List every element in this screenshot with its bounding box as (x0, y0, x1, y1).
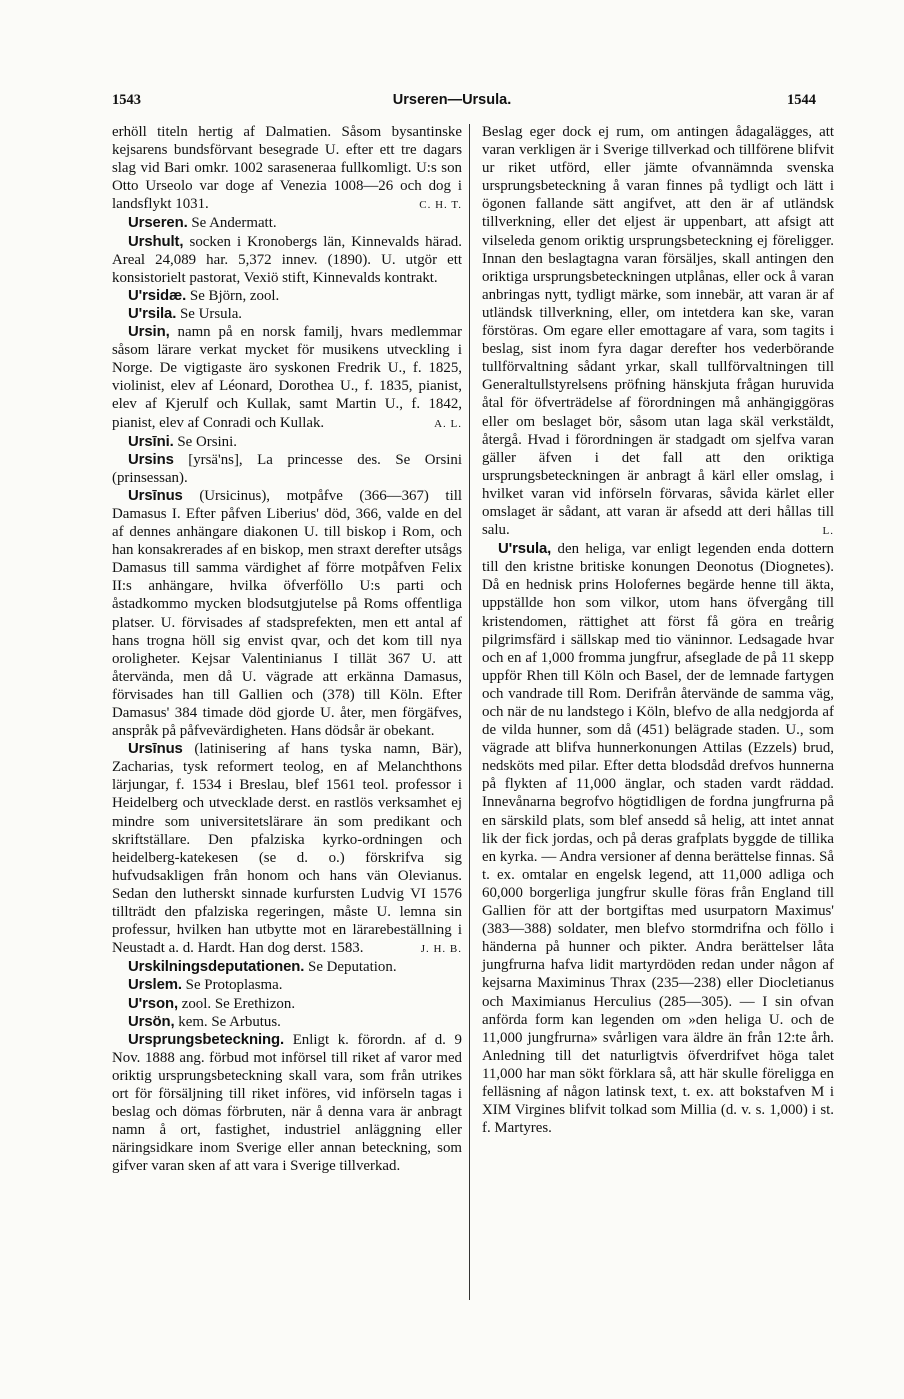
dictionary-entry (482, 123, 834, 540)
entry-headword: U'rson, (128, 995, 178, 1012)
entry-text: kem. Se Arbutus. (178, 1013, 281, 1030)
entry-headword: Urskilningsdeputationen. (128, 959, 305, 976)
entry-headword: Urseren. (128, 215, 188, 232)
dictionary-entry (112, 214, 462, 232)
entry-text: (Ursicinus), motpåfve (366—367) till Damasus I. Efter påfven Liberius' död, 366, valde en del af dennes anhängare diakonen U. till biskop i Rom, och han konsakrerades af en biskop, men straxt derefter utsågs Damasus till samma värdighet af förre motpåfven Felix II:s anhängare, hvilka öfverföllo U:s parti och åstadkommo mycken blodsutgjutelse på Roms offentliga platser. U. förvisades af stadsprefekten, men ett antal af hans trogna höll sig envist qvar, och det kom till nya oroligheter. Kejsar Valentinianus I tillät 367 U. att återvända, men då U. vägrade att erkänna Damasus, förvisades han till Gallien och (378) till Köln. Efter Damasus' 384 timade död gjorde U. åter, men förgäfves, anspråk på påfvevärdigheten. Hans dödsår är obekant. (112, 487, 462, 740)
author-signature: L. (822, 525, 834, 538)
entry-headword: Ursīni. (128, 433, 174, 450)
entry-text: Enligt k. förordn. af d. 9 Nov. 1888 ang. förbud mot införsel till riket af varor med oriktig ursprungsbeteckning skall vara, som från utrikes ort för försäljning till riket införes, vid införseln tagas i beslag och dömas förbruten, när å denna vara är anbragt namn å ort, fastighet, industriel anläggning eller näringsidkare inom Sverige eller annan beteckning, som gifver varan sken af att vara i Sverige tillverkad. (112, 1031, 462, 1175)
page-number-right: 1544 (787, 92, 816, 108)
entry-headword: Ursön, (128, 1013, 175, 1030)
entry-text: Se Ursula. (180, 305, 243, 322)
entry-text: Se Björn, zool. (189, 287, 280, 304)
entry-headword: Urshult, (128, 233, 184, 250)
entry-text: namn på en norsk familj, hvars medlemmar såsom lärare verkat mycket för musikens utveckling i Norge. De vigtigaste äro syskonen Fredrik U., f. 1825, violinist, elev af Léonard, Dorothea U., f. 1835, pianist, elev af Kjerulf och Kullak, samt Martin U., f. 1842, pianist, elev af Conradi och Kullak. (112, 324, 462, 431)
left-column (112, 123, 462, 1175)
dictionary-entry (112, 1013, 462, 1031)
author-signature: C. H. T. (419, 199, 462, 212)
dictionary-entry (112, 958, 462, 976)
dictionary-entry (112, 287, 462, 305)
entry-text: Se Orsini. (177, 433, 237, 450)
right-column (482, 123, 834, 1137)
dictionary-entry (482, 540, 834, 1137)
author-signature: J. H. B. (420, 943, 462, 956)
entry-headword: Ursins (128, 451, 174, 468)
entry-text: zool. Se Erethizon. (181, 995, 296, 1012)
entry-headword: Urslem. (128, 977, 182, 994)
dictionary-entry (112, 123, 462, 214)
dictionary-entry (112, 976, 462, 994)
dictionary-entry (112, 487, 462, 740)
dictionary-entry (112, 451, 462, 487)
entry-text: Se Andermatt. (191, 215, 277, 232)
page-number-left: 1543 (112, 92, 141, 108)
dictionary-entry (112, 433, 462, 451)
entry-headword: Ursīnus (128, 741, 183, 758)
entry-headword: Ursīnus (128, 487, 183, 504)
dictionary-entry (112, 323, 462, 433)
entry-headword: Ursprungsbeteckning. (128, 1031, 285, 1048)
entry-text: Beslag eger dock ej rum, om antingen ådagalägges, att varan verkligen är i Sverige tillverkad och tillförene blifvit ur riket utförd, eller jämte ofvannämnda svenska ursprungsbeteckning å varan finnes på tydligt och lätt i ögonen fallande sätt angifvet, att den är af utländsk tillverkning, eller det eljest är uppenbart, att afsigt att vilseleda genom oriktig ursprungsbeteckning ej föreligger. Innan den beslagtagna varan försäljes, skall antingen den oriktiga ursprungsbeteckningen utplånas, eller ock å varan anbringas nytt, tydligt märke, som innebär, att varan är af utländsk tillverkning, eller, om intetdera kan ske, varan förstöras. Om egare eller emottagare af vara, som tagits i beslag, sist inom fyra dagar derefter hos vederbörande tullförvaltning sådant yrkar, skall tullförvaltningen till Generaltullstyrelsens pröfning hänskjuta frågan huruvida åtal för öfverträdelse af förordningen må anhängiggöras eller om beslaget bör, såsom utan laga skäl verkstäldt, återgå. Hvad i förordningen är stadgadt om sjelfva varan gäller äfven i det fall att den oriktiga ursprungsbeteckningen är anbragt å kärl eller omslag, i hvilket varan vid införseln förvaras, såvida kärlet eller omslaget är sådant, att varan är afsedd att deri hållas till salu. (482, 124, 834, 539)
entry-text: (latinisering af hans tyska namn, Bär), Zacharias, tysk reformert teolog, en af Melanchthons lärjungar, f. 1534 i Breslau, blef 1561 teol. professor i Heidelberg och utvecklade derst. en rastlös verksamhet ej mindre som universitetslärare än som predikant och skriftställare. Den pfalziska kyrko-ordningen och heidelberg-katekesen (se d. o.) förskrifva sig hufvudsakligen från honom och hans vän Olevianus. Sedan den lutherskt sinnade kurfursten Ludvig VI 1576 tillträdt den pfalziska regeringen, måste U. lemna sin professur, hvilken han utbytte mot en lärarebeställning i Neustadt a. d. Hardt. Han dog derst. 1583. (112, 741, 462, 957)
entry-text: socken i Kronobergs län, Kinnevalds härad. Areal 24,089 har. 5,372 innev. (1890). U. utgör ett konsistorielt pastorat, Vexiö stift, Kinnevalds kontrakt. (112, 233, 462, 286)
dictionary-entry (112, 740, 462, 958)
column-rule (469, 124, 470, 1300)
entry-headword: U'rsidæ. (128, 287, 187, 304)
author-signature: A. L. (434, 417, 462, 430)
entry-text: erhöll titeln hertig af Dalmatien. Såsom bysantinske kejsarens bundsförvant besegrade U. efter ett tre dagars slag vid Bari omkr. 1002 saraseneraa fullkomligt. U:s son Otto Urseolo var doge af Venezia 1008—26 och dog i landsflykt 1031. (112, 124, 462, 213)
entry-text: Se Protoplasma. (185, 977, 283, 994)
entry-headword: U'rsila. (128, 305, 177, 322)
dictionary-entry (112, 995, 462, 1013)
entry-text: [yrsä'ns], La princesse des. Se Orsini (prinsessan). (112, 451, 462, 486)
entry-text: Se Deputation. (308, 959, 397, 976)
running-title: Urseren—Ursula. (392, 92, 512, 108)
entry-headword: Ursin, (128, 324, 170, 341)
entry-text: den heliga, var enligt legenden enda dottern till den kristne britiske konungen Deonotus (Diognetes). Då en hednisk prins Holofernes begärde henne till äkta, uppställde hon som vilkor, utom hans öfvergång till kristendomen, rättighet att först få göra en treårig pilgrimsfärd i sällskap med tio väninnor. Ledsagade hvar och en af 1,000 fromma jungfrur, afseglade de på 11 skepp uppför Rhen till Köln och Basel, der de lemnade fartygen och vandrade till Rom. Derifrån återvände de samma väg, och när de nu landstego i Köln, blefvo de alla nedgjorda af de vilda hunner, som då (451) belägrade staden. U., som vägrade att blifva hunnerkonungen Attilas (Ezzels) brud, nedsköts med pilar. Efter detta blodsdåd drefvos hunnerna på flykten af 11,000 änglar, och staden vardt räddad. Innevånarna begrofvo högtidligen de fordna jungfrurna på en särskild plats, som blef ansedd så helig, att intet annat lik der fick jordas, och på deras grafplats byggde de tillika en kyrka. — Andra versioner af denna berättelse finnas. Så t. ex. omtalar en engelsk legend, att 11,000 adliga och 60,000 borgerliga jungfrur skulle föras från England till Gallien för att der bortgiftas med usurpatorn Maximus' (383—388) soldater, men blefvo stormdrifna och föllo i händerna på hunner och pikter. Andra berättelser låta jungfrurna hafva lidit martyrdöden redan under någon af kejsarna Maximinus Thrax (235—238) eller Diocletianus och Maximianus Herculius (285—305). — I sin ofvan anförda form kan legenden om »den heliga U. och de 11,000 jungfrurna» svårligen vara äldre än från 12:te årh. Anledning till det naturligtvis öfverdrifvet höga talet 11,000 har man sökt förklara så, att här skulle föreligga en felläsning af någon latinsk text, t. ex. att bokstafven M i XIM Virgines blifvit tolkad som Millia (d. v. s. 1,000) i st. f. Martyres. (482, 541, 834, 1137)
dictionary-entry (112, 305, 462, 323)
dictionary-entry (112, 233, 462, 287)
entry-headword: U'rsula, (498, 541, 552, 558)
dictionary-entry (112, 1031, 462, 1176)
